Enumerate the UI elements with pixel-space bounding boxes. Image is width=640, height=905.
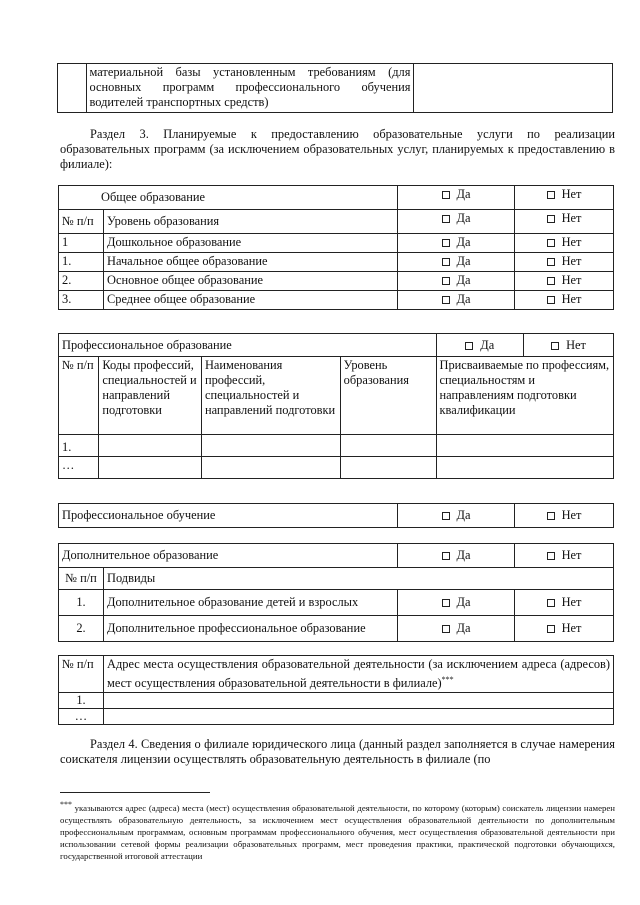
professional-yes-option[interactable] <box>436 334 524 357</box>
additional-no-option[interactable] <box>515 544 614 568</box>
codes-cell[interactable] <box>99 457 202 479</box>
professional-education-title: Профессиональное образование <box>59 334 437 357</box>
checkbox-icon[interactable] <box>442 552 450 560</box>
no-label: Нет <box>561 595 582 609</box>
row-name: Дополнительное профессиональное образование <box>104 616 398 642</box>
level-cell[interactable] <box>340 457 436 479</box>
level-cell[interactable] <box>340 435 436 457</box>
general-no-option[interactable] <box>515 186 614 210</box>
table-row <box>59 616 614 642</box>
additional-education-title: Дополнительное образование <box>59 544 398 568</box>
checkbox-icon[interactable] <box>442 277 450 285</box>
checkbox-icon[interactable] <box>547 625 555 633</box>
row-name: Основное общее образование <box>104 272 398 291</box>
yes-label: Да <box>456 621 471 635</box>
table-row <box>59 253 614 272</box>
row-num: 2. <box>59 616 104 642</box>
num-header: № п/п <box>59 357 99 435</box>
row-no-option[interactable] <box>515 590 614 616</box>
checkbox-icon[interactable] <box>547 277 555 285</box>
yes-label: Да <box>456 508 471 522</box>
level-yes-option[interactable] <box>398 210 515 234</box>
checkbox-icon[interactable] <box>547 239 555 247</box>
table-row <box>59 693 614 709</box>
row-yes-option[interactable] <box>398 234 515 253</box>
level-header: Уровень образования <box>104 210 398 234</box>
row-no-option[interactable] <box>515 253 614 272</box>
checkbox-icon[interactable] <box>547 215 555 223</box>
checkbox-icon[interactable] <box>442 296 450 304</box>
checkbox-icon[interactable] <box>442 625 450 633</box>
address-table <box>58 655 614 725</box>
additional-education-table <box>58 543 614 642</box>
address-header <box>104 656 614 693</box>
row-num: 1. <box>59 435 99 457</box>
yes-label: Да <box>456 595 471 609</box>
footnote <box>60 799 615 862</box>
checkbox-icon[interactable] <box>442 512 450 520</box>
row-num: 1. <box>59 590 104 616</box>
no-label: Нет <box>561 508 582 522</box>
table-row <box>59 590 614 616</box>
table-row <box>59 291 614 310</box>
names-header: Наименования профессий, специальностей и направлений подготовки <box>201 357 340 435</box>
row-num: 3. <box>59 291 104 310</box>
yes-label: Да <box>456 254 471 268</box>
table-row <box>59 709 614 725</box>
section4-heading: Раздел 4. Сведения о филиале юридического лица (данный раздел заполняется в случае намерения соискателя лицензии осуществлять образовательную деятельность в филиале (по <box>60 737 615 766</box>
checkbox-icon[interactable] <box>547 512 555 520</box>
row-yes-option[interactable] <box>398 590 515 616</box>
additional-yes-option[interactable] <box>398 544 515 568</box>
row-num: … <box>59 457 99 479</box>
footnote-mark: *** <box>60 800 72 809</box>
row-no-option[interactable] <box>515 234 614 253</box>
names-cell[interactable] <box>201 435 340 457</box>
no-label: Нет <box>561 273 582 287</box>
table-row <box>59 457 614 479</box>
checkbox-icon[interactable] <box>547 191 555 199</box>
row-yes-option[interactable] <box>398 616 515 642</box>
yes-label: Да <box>456 548 471 562</box>
row-name: Начальное общее образование <box>104 253 398 272</box>
num-header: № п/п <box>59 656 104 693</box>
row-yes-option[interactable] <box>398 253 515 272</box>
professional-training-title: Профессиональное обучение <box>59 504 398 528</box>
professional-no-option[interactable] <box>524 334 614 357</box>
checkbox-icon[interactable] <box>442 258 450 266</box>
level-no-option[interactable] <box>515 210 614 234</box>
subtypes-header: Подвиды <box>104 568 614 590</box>
training-no-option[interactable] <box>515 504 614 528</box>
footnote-divider <box>60 792 210 793</box>
qualification-cell[interactable] <box>436 435 614 457</box>
yes-label: Да <box>456 187 471 201</box>
checkbox-icon[interactable] <box>547 258 555 266</box>
checkbox-icon[interactable] <box>465 342 473 350</box>
row-no-option[interactable] <box>515 291 614 310</box>
row-num: 1. <box>59 693 104 709</box>
names-cell[interactable] <box>201 457 340 479</box>
row-name: Дошкольное образование <box>104 234 398 253</box>
top-table <box>57 63 613 113</box>
yes-label: Да <box>480 337 495 352</box>
no-label: Нет <box>561 211 582 225</box>
yes-label: Да <box>456 292 471 306</box>
row-num: 1 <box>59 234 104 253</box>
no-label: Нет <box>561 187 582 201</box>
num-header: № п/п <box>59 568 104 590</box>
top-table-value-cell[interactable] <box>414 64 613 113</box>
address-cell[interactable] <box>104 709 614 725</box>
row-name: Среднее общее образование <box>104 291 398 310</box>
general-education-table <box>58 185 614 310</box>
checkbox-icon[interactable] <box>547 599 555 607</box>
checkbox-icon[interactable] <box>551 342 559 350</box>
section3-heading: Раздел 3. Планируемые к предоставлению образовательные услуги по реализации образовательных программ (за исключением образовательных услуг, планируемых к предоставлению в филиале): <box>60 127 615 171</box>
checkbox-icon[interactable] <box>442 239 450 247</box>
level-header: Уровень образования <box>340 357 436 435</box>
checkbox-icon[interactable] <box>442 215 450 223</box>
codes-header: Коды профессий, специальностей и направлений подготовки <box>99 357 202 435</box>
table-row <box>59 234 614 253</box>
qualification-header: Присваиваемые по профессиям, специальностям и направлениям подготовки квалификации <box>436 357 614 435</box>
row-num: 1. <box>59 253 104 272</box>
row-name: Дополнительное образование детей и взрослых <box>104 590 398 616</box>
row-no-option[interactable] <box>515 616 614 642</box>
checkbox-icon[interactable] <box>442 599 450 607</box>
row-no-option[interactable] <box>515 272 614 291</box>
checkbox-icon[interactable] <box>547 552 555 560</box>
top-table-num-cell <box>58 64 87 113</box>
address-cell[interactable] <box>104 693 614 709</box>
no-label: Нет <box>566 337 586 352</box>
general-yes-option[interactable] <box>398 186 515 210</box>
row-yes-option[interactable] <box>398 291 515 310</box>
num-header: № п/п <box>59 210 104 234</box>
general-education-title: Общее образование <box>59 186 398 210</box>
row-num: … <box>59 709 104 725</box>
professional-training-table <box>58 503 614 528</box>
yes-label: Да <box>456 211 471 225</box>
professional-education-table <box>58 333 614 479</box>
no-label: Нет <box>561 235 582 249</box>
row-num: 2. <box>59 272 104 291</box>
row-yes-option[interactable] <box>398 272 515 291</box>
yes-label: Да <box>456 235 471 249</box>
footnote-text: указываются адрес (адреса) места (мест) осуществления образовательной деятельности, по которому (которым) соискатель лицензии намерен осуществлять образовательную деятельность, за исключением мест осуществления образовательной деятельности по дополнительным профессиональным программам, основным программам профессионального обучения, мест осуществления образовательной деятельности при использовании сетевой формы реализации образовательных программ, мест проведения практики, практической подготовки обучающихся, государственной итоговой аттестации <box>60 802 615 861</box>
footnote-mark: *** <box>441 675 454 684</box>
table-row <box>59 435 614 457</box>
table-row <box>59 272 614 291</box>
no-label: Нет <box>561 254 582 268</box>
checkbox-icon[interactable] <box>547 296 555 304</box>
top-table-text: материальной базы установленным требованиям (для основных программ профессионального обучения водителей транспортных средств) <box>86 64 414 113</box>
codes-cell[interactable] <box>99 435 202 457</box>
no-label: Нет <box>561 621 582 635</box>
checkbox-icon[interactable] <box>442 191 450 199</box>
qualification-cell[interactable] <box>436 457 614 479</box>
address-header-text: Адрес места осуществления образовательной деятельности (за исключением адреса (адресов) мест осуществления образовательной деятельности в филиале) <box>107 657 610 691</box>
yes-label: Да <box>456 273 471 287</box>
no-label: Нет <box>561 292 582 306</box>
training-yes-option[interactable] <box>398 504 515 528</box>
no-label: Нет <box>561 548 582 562</box>
